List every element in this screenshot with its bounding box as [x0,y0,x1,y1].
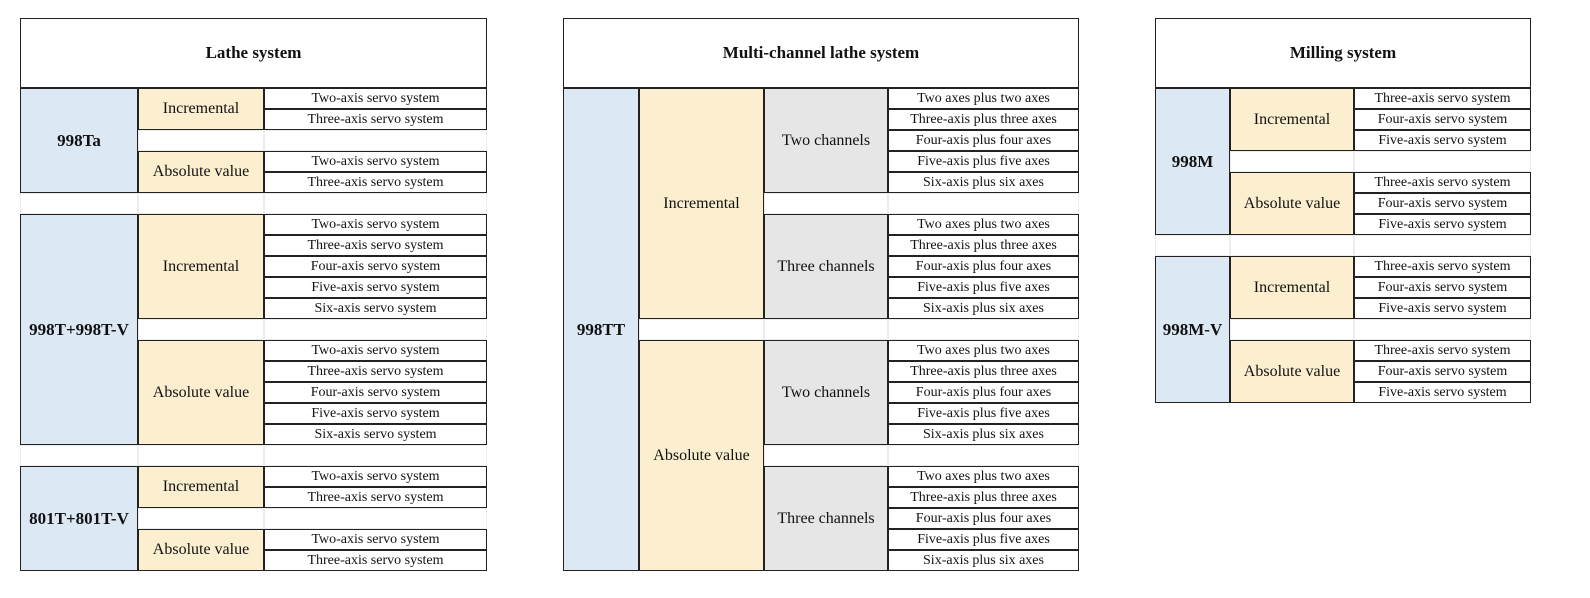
model-label: 998M [1155,88,1230,235]
servo-item: Three-axis servo system [1354,88,1531,109]
mode-label: Absolute value [1230,172,1354,235]
servo-item: Three-axis servo system [264,550,487,571]
spacer-row [138,319,264,340]
servo-item: Five-axis servo system [1354,214,1531,235]
spacer-row [1230,235,1354,256]
axis-combination-item: Four-axis plus four axes [888,130,1079,151]
spacer-row [888,319,1079,340]
panel-title: Lathe system [20,18,487,88]
spacer-row [138,445,264,466]
servo-item: Six-axis servo system [264,298,487,319]
spacer-row [264,508,487,529]
axis-combination-item: Three-axis plus three axes [888,487,1079,508]
mode-label: Incremental [1230,88,1354,151]
channel-label: Two channels [764,340,888,445]
servo-item: Three-axis servo system [1354,256,1531,277]
axis-combination-item: Three-axis plus three axes [888,109,1079,130]
spacer-row [764,445,888,466]
servo-item: Two-axis servo system [264,88,487,109]
servo-item: Four-axis servo system [264,382,487,403]
spacer-row [888,445,1079,466]
panel-title: Milling system [1155,18,1531,88]
model-label: 801T+801T-V [20,466,138,571]
spacer-row [138,508,264,529]
servo-item: Two-axis servo system [264,151,487,172]
mode-label: Incremental [1230,256,1354,319]
servo-item: Three-axis servo system [264,109,487,130]
servo-item: Five-axis servo system [264,277,487,298]
axis-combination-item: Four-axis plus four axes [888,382,1079,403]
axis-combination-item: Four-axis plus four axes [888,256,1079,277]
mode-label: Incremental [639,88,764,319]
spacer-row [20,445,138,466]
spacer-row [1155,235,1230,256]
axis-combination-item: Two axes plus two axes [888,88,1079,109]
servo-item: Two-axis servo system [264,340,487,361]
spacer-row [1230,319,1354,340]
spacer-row [1354,151,1531,172]
axis-combination-item: Six-axis plus six axes [888,550,1079,571]
spacer-row [20,193,138,214]
panel-title: Multi-channel lathe system [563,18,1079,88]
servo-item: Five-axis servo system [1354,382,1531,403]
axis-combination-item: Five-axis plus five axes [888,529,1079,550]
model-label: 998T+998T-V [20,214,138,445]
servo-item: Three-axis servo system [264,235,487,256]
servo-item: Two-axis servo system [264,529,487,550]
axis-combination-item: Four-axis plus four axes [888,508,1079,529]
spacer-row [888,193,1079,214]
spacer-row [764,319,888,340]
servo-item: Six-axis servo system [264,424,487,445]
servo-item: Three-axis servo system [264,487,487,508]
servo-item: Two-axis servo system [264,466,487,487]
spacer-row [1230,151,1354,172]
servo-item: Five-axis servo system [264,403,487,424]
axis-combination-item: Two axes plus two axes [888,340,1079,361]
spacer-row [264,319,487,340]
spacer-row [264,130,487,151]
spacer-row [1354,235,1531,256]
axis-combination-item: Six-axis plus six axes [888,298,1079,319]
servo-item: Four-axis servo system [264,256,487,277]
spacer-row [639,319,764,340]
servo-item: Three-axis servo system [1354,340,1531,361]
spacer-row [138,130,264,151]
mode-label: Incremental [138,214,264,319]
servo-item: Five-axis servo system [1354,130,1531,151]
axis-combination-item: Six-axis plus six axes [888,172,1079,193]
servo-item: Five-axis servo system [1354,298,1531,319]
axis-combination-item: Two axes plus two axes [888,466,1079,487]
channel-label: Three channels [764,214,888,319]
mode-label: Absolute value [138,529,264,571]
mode-label: Absolute value [138,340,264,445]
spacer-row [138,193,264,214]
servo-item: Four-axis servo system [1354,193,1531,214]
axis-combination-item: Six-axis plus six axes [888,424,1079,445]
servo-item: Three-axis servo system [1354,172,1531,193]
spacer-row [1354,319,1531,340]
mode-label: Absolute value [1230,340,1354,403]
model-label: 998M-V [1155,256,1230,403]
spacer-row [264,445,487,466]
axis-combination-item: Five-axis plus five axes [888,151,1079,172]
spacer-row [264,193,487,214]
axis-combination-item: Five-axis plus five axes [888,277,1079,298]
axis-combination-item: Three-axis plus three axes [888,235,1079,256]
axis-combination-item: Five-axis plus five axes [888,403,1079,424]
model-label: 998TT [563,88,639,571]
axis-combination-item: Two axes plus two axes [888,214,1079,235]
channel-label: Three channels [764,466,888,571]
servo-item: Three-axis servo system [264,361,487,382]
axis-combination-item: Three-axis plus three axes [888,361,1079,382]
servo-item: Four-axis servo system [1354,109,1531,130]
servo-item: Three-axis servo system [264,172,487,193]
mode-label: Absolute value [639,340,764,571]
servo-item: Two-axis servo system [264,214,487,235]
mode-label: Absolute value [138,151,264,193]
servo-item: Four-axis servo system [1354,361,1531,382]
channel-label: Two channels [764,88,888,193]
mode-label: Incremental [138,466,264,508]
mode-label: Incremental [138,88,264,130]
servo-item: Four-axis servo system [1354,277,1531,298]
model-label: 998Ta [20,88,138,193]
spacer-row [764,193,888,214]
